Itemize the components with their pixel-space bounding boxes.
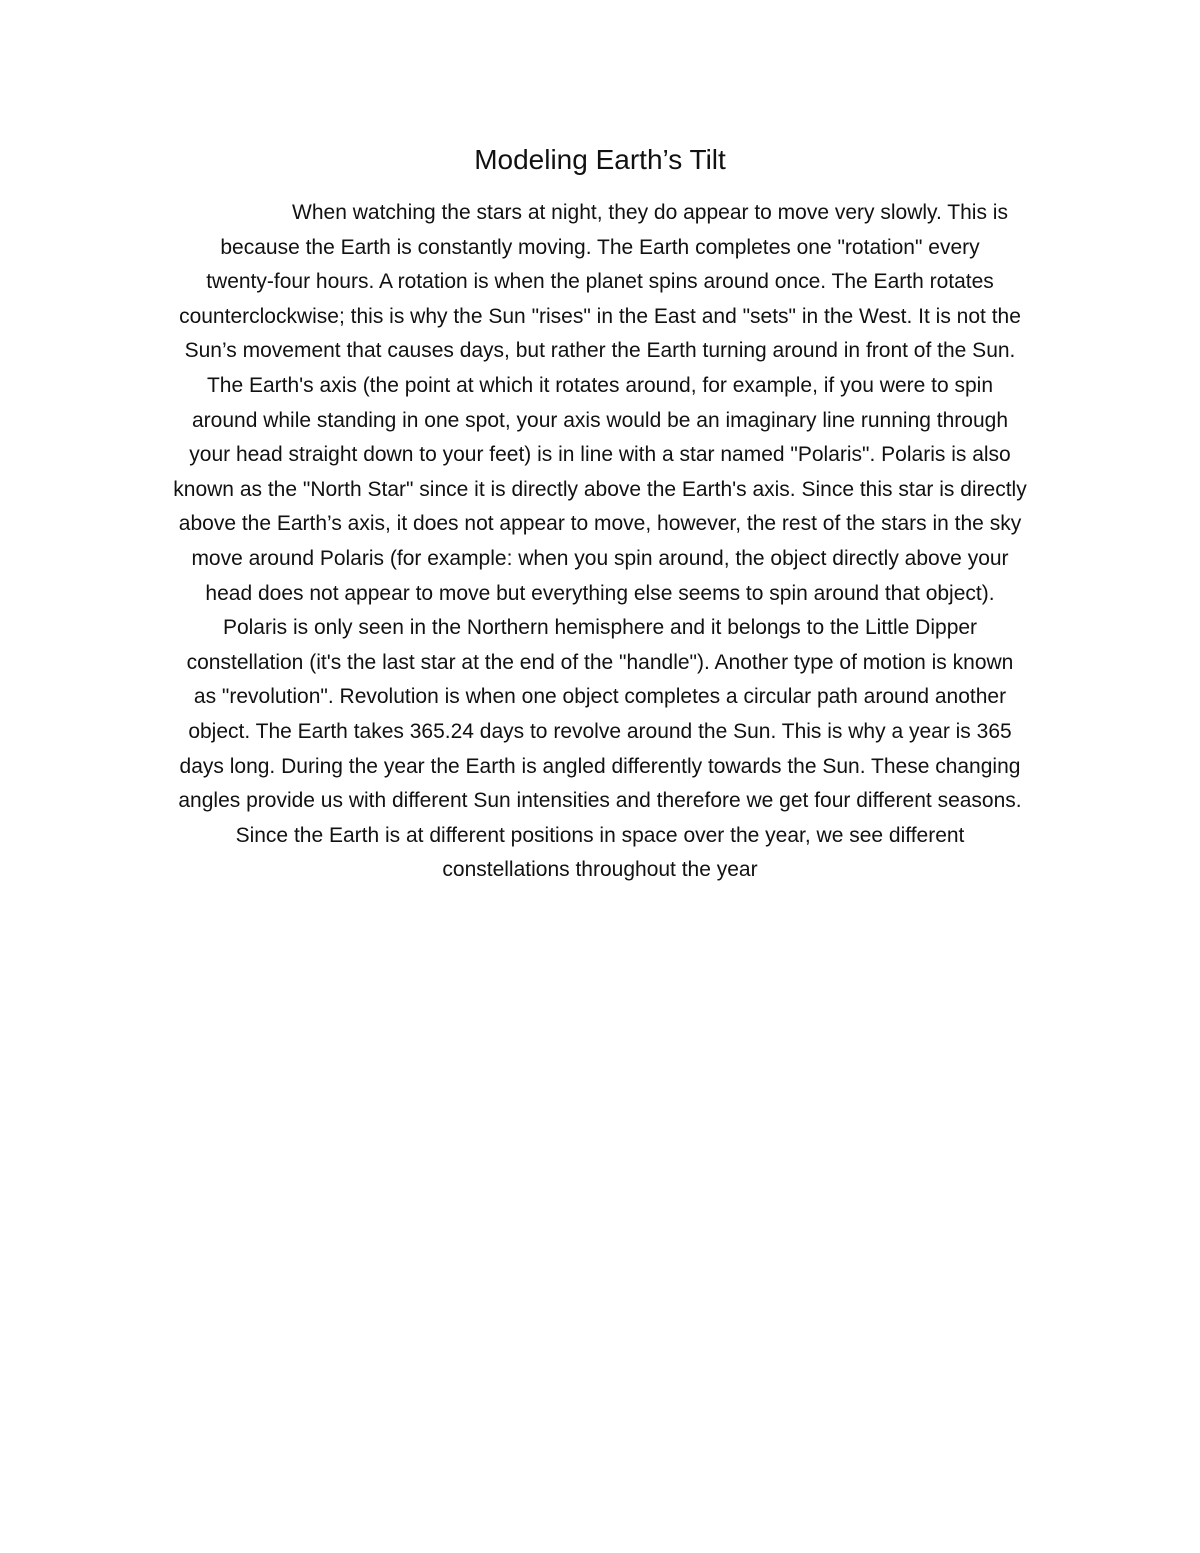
paragraph-line: twenty-four hours. A rotation is when the planet spins around once. The Earth rotates <box>206 270 994 294</box>
paragraph-line: object. The Earth takes 365.24 days to revolve around the Sun. This is why a year is 365 <box>188 719 1012 743</box>
paragraph-line: Since the Earth is at different positions in space over the year, we see different <box>235 823 965 847</box>
paragraph-line: around while standing in one spot, your axis would be an imaginary line running through <box>191 408 1009 432</box>
paragraph-line: constellation (it's the last star at the end of the "handle"). Another type of motion is known <box>186 650 1014 674</box>
paragraph-line: your head straight down to your feet) is in line with a star named "Polaris". Polaris is also <box>189 443 1011 467</box>
paragraph-line: move around Polaris (for example: when you spin around, the object directly above your <box>191 546 1009 570</box>
paragraph-line: counterclockwise; this is why the Sun "rises" in the East and "sets" in the West. It is not the <box>179 304 1021 328</box>
paragraph-line: angles provide us with different Sun intensities and therefore we get four different seasons. <box>178 789 1022 813</box>
paragraph-line: head does not appear to move but everything else seems to spin around that object). <box>205 581 995 605</box>
paragraph-line: above the Earth’s axis, it does not appear to move, however, the rest of the stars in the sky <box>178 512 1022 536</box>
paragraph-line: Polaris is only seen in the Northern hemisphere and it belongs to the Little Dipper <box>222 616 978 640</box>
paragraph-line: constellations throughout the year <box>442 858 758 882</box>
paragraph-line: as "revolution". Revolution is when one object completes a circular path around another <box>193 685 1007 709</box>
page-title: Modeling Earth’s Tilt <box>474 144 726 175</box>
body-paragraph <box>100 196 1100 888</box>
paragraph-line: When watching the stars at night, they do appear to move very slowly. This is <box>292 201 1008 224</box>
paragraph-line: The Earth's axis (the point at which it rotates around, for example, if you were to spin <box>206 373 994 397</box>
paragraph-line: known as the "North Star" since it is directly above the Earth's axis. Since this star is directly <box>173 477 1027 501</box>
paragraph-line: because the Earth is constantly moving. The Earth completes one "rotation" every <box>220 235 980 259</box>
paragraph-line: Sun’s movement that causes days, but rather the Earth turning around in front of the Sun. <box>184 339 1016 363</box>
paragraph-line: days long. During the year the Earth is angled differently towards the Sun. These changing <box>179 754 1021 778</box>
